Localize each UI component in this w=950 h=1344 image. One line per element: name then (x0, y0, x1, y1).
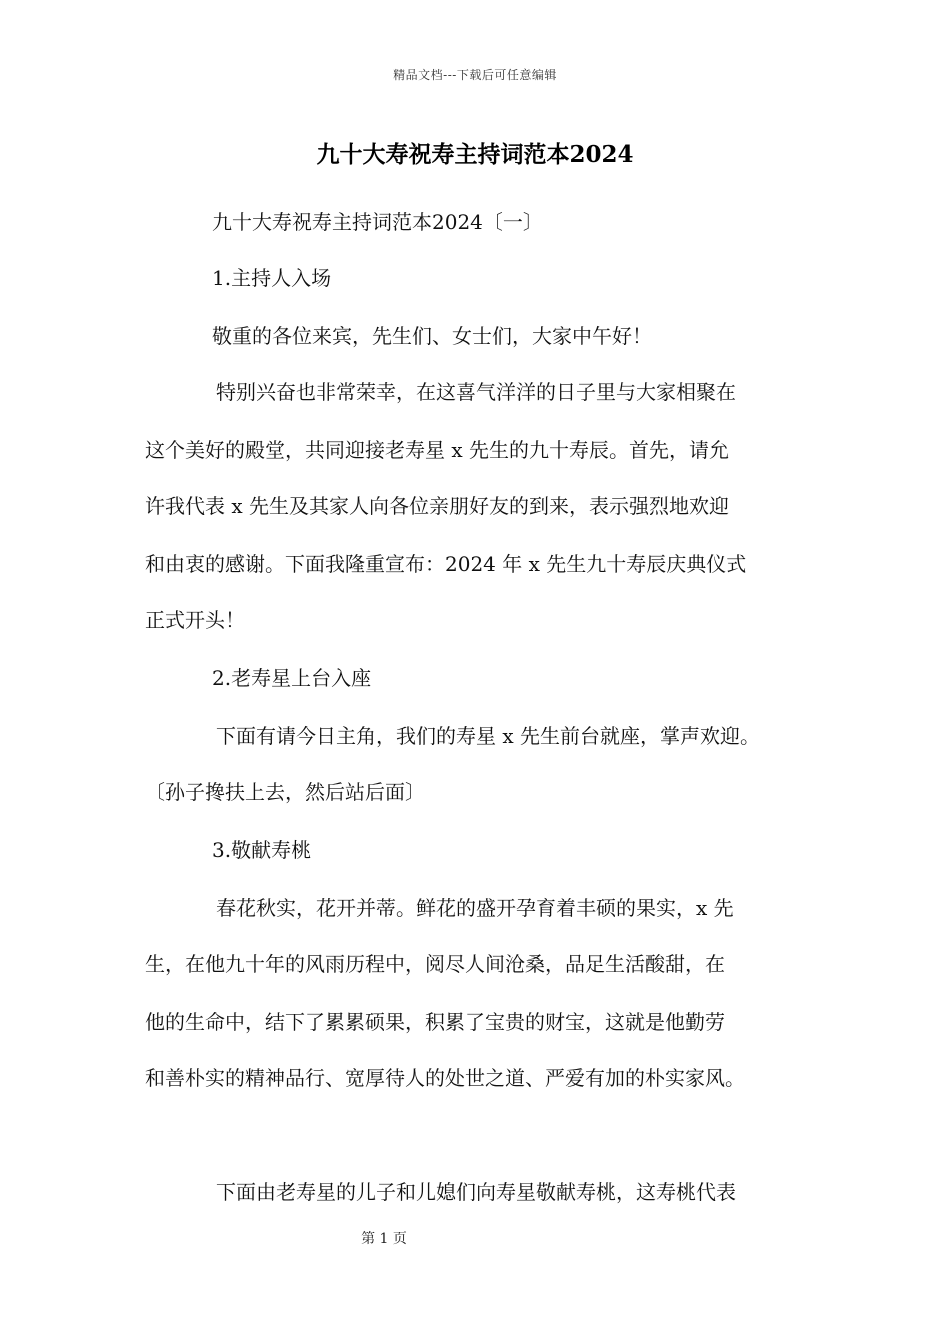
page-number: 第 1 页 (361, 1231, 407, 1247)
paragraph-line: 〔孙子搀扶上去，然后站后面〕 (145, 780, 425, 804)
section-heading-1: 1.主持人入场 (212, 266, 332, 290)
section-heading-2: 2.老寿星上台入座 (212, 666, 372, 690)
paragraph-line: 春花秋实，花开并蒂。鲜花的盛开孕育着丰硕的果实，x 先 (216, 896, 734, 920)
document-title: 九十大寿祝寿主持词范本2024 (316, 141, 634, 168)
paragraph-line: 和善朴实的精神品行、宽厚待人的处世之道、严爱有加的朴实家风。 (145, 1066, 745, 1090)
paragraph-line: 和由衷的感谢。下面我隆重宣布：2024 年 x 先生九十寿辰庆典仪式 (145, 552, 747, 576)
paragraph-line: 许我代表 x 先生及其家人向各位亲朋好友的到来，表示强烈地欢迎 (145, 494, 729, 518)
subtitle-line: 九十大寿祝寿主持词范本2024〔一〕 (212, 210, 543, 234)
page-header: 精品文档---下载后可任意编辑 (393, 68, 557, 82)
paragraph-line: 敬重的各位来宾，先生们、女士们，大家中午好！ (212, 324, 652, 348)
paragraph-line: 生，在他九十年的风雨历程中，阅尽人间沧桑，品足生活酸甜，在 (145, 952, 725, 976)
paragraph-line: 下面有请今日主角，我们的寿星 x 先生前台就座，掌声欢迎。 (216, 724, 760, 748)
paragraph-line: 下面由老寿星的儿子和儿媳们向寿星敬献寿桃，这寿桃代表 (216, 1180, 736, 1204)
paragraph-line: 这个美好的殿堂，共同迎接老寿星 x 先生的九十寿辰。首先，请允 (145, 438, 729, 462)
paragraph-line: 他的生命中，结下了累累硕果，积累了宝贵的财宝，这就是他勤劳 (145, 1010, 725, 1034)
paragraph-line: 正式开头！ (145, 608, 245, 632)
paragraph-line: 特别兴奋也非常荣幸，在这喜气洋洋的日子里与大家相聚在 (216, 380, 736, 404)
section-heading-3: 3.敬献寿桃 (212, 838, 312, 862)
